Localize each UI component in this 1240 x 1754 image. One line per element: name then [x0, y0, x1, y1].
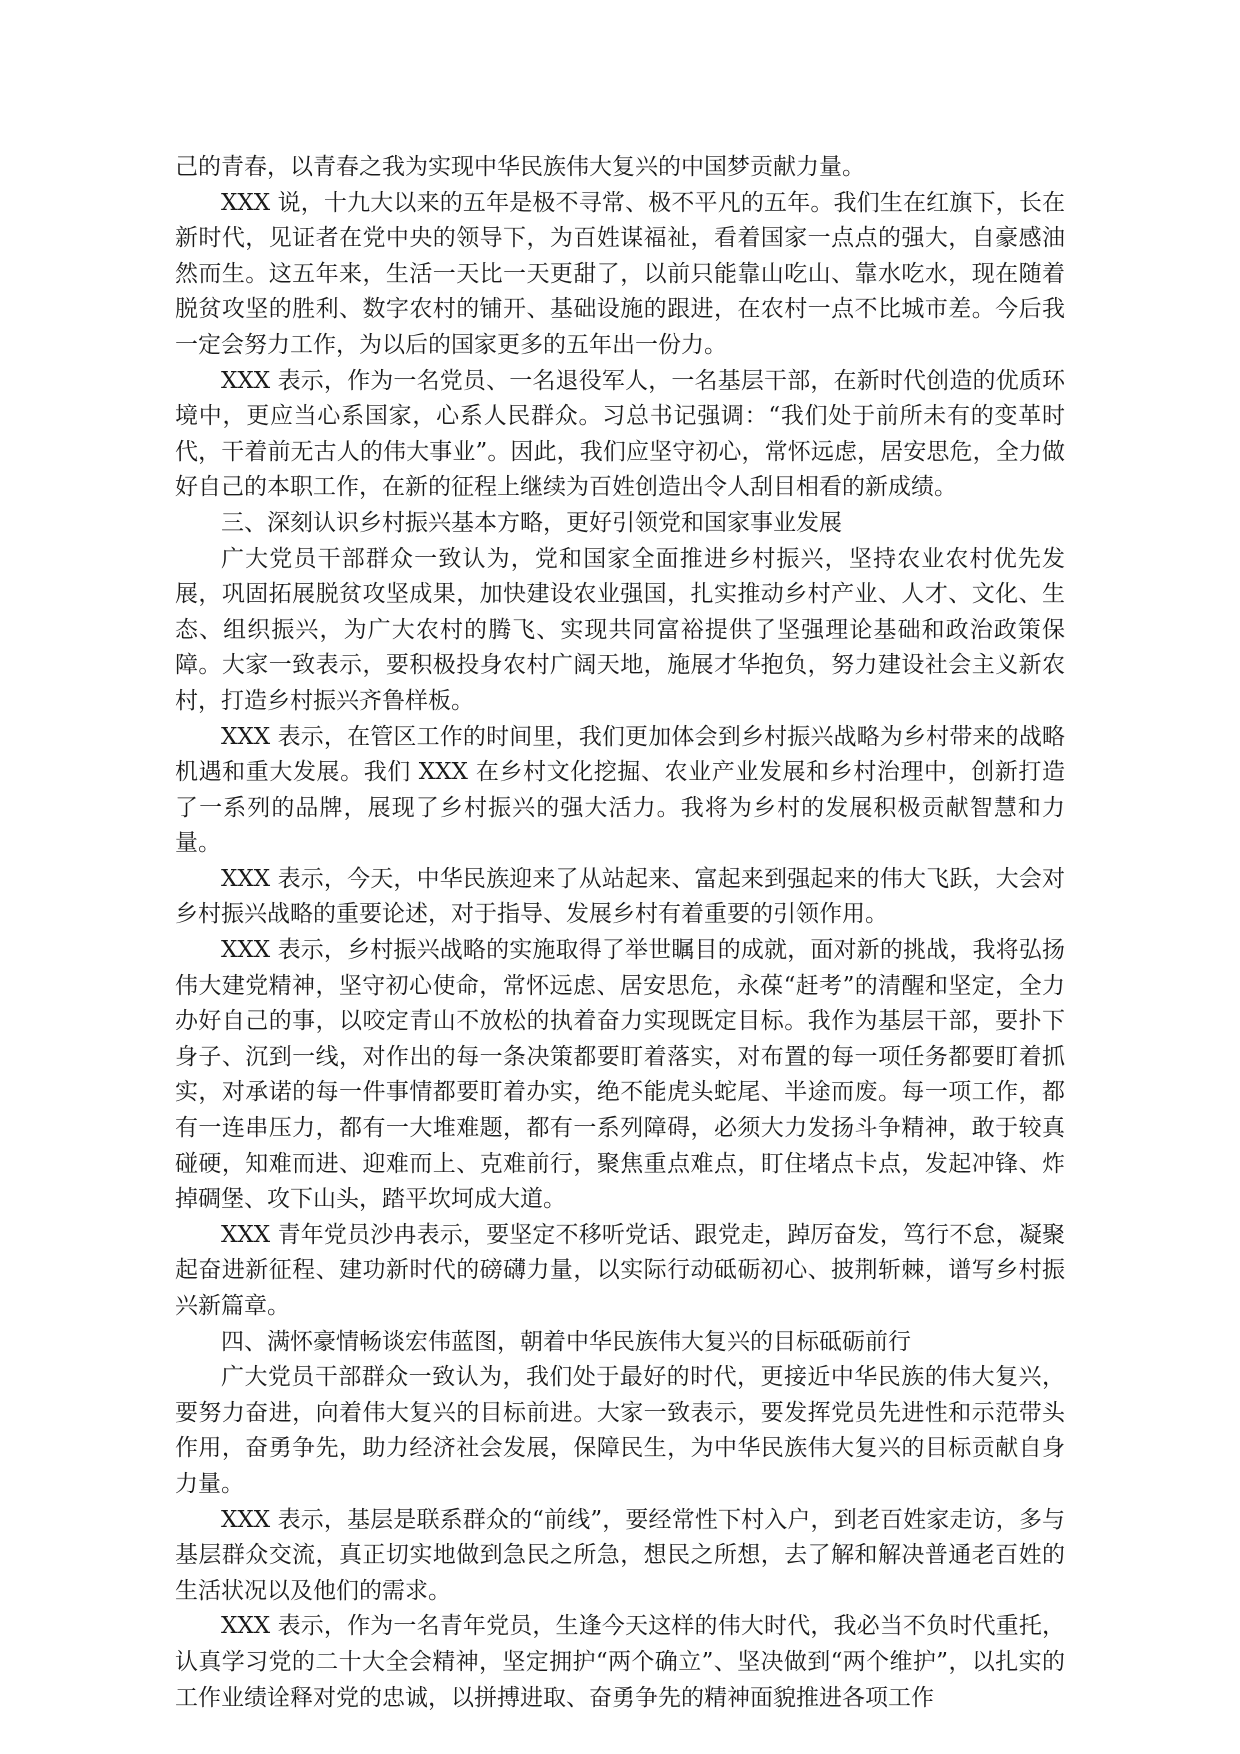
section-heading-3: 三、深刻认识乡村振兴基本方略，更好引领党和国家事业发展 — [221, 509, 842, 536]
paragraph: XXX 表示，基层是联系群众的“前线”，要经常性下村入户，到老百姓家走访，多与基层群众交流，真正切实地做到急民之所急，想民之所想，去了解和解决普通老百姓的生活状况以及他们的需求。 — [175, 1506, 1065, 1604]
section-heading-4: 四、满怀豪情畅谈宏伟蓝图，朝着中华民族伟大复兴的目标砥砺前行 — [221, 1328, 911, 1355]
paragraph: XXX 表示，今天，中华民族迎来了从站起来、富起来到强起来的伟大飞跃，大会对乡村振兴战略的重要论述，对于指导、发展乡村有着重要的引领作用。 — [175, 865, 1065, 928]
paragraph-continuation: 己的青春，以青春之我为实现中华民族伟大复兴的中国梦贡献力量。 — [175, 154, 865, 180]
paragraph: XXX 青年党员沙冉表示，要坚定不移听党话、跟党走，踔厉奋发，笃行不怠，凝聚起奋进新征程、建功新时代的磅礴力量，以实际行动砥砺初心、披荆斩棘，谱写乡村振兴新篇章。 — [175, 1221, 1065, 1319]
paragraph: XXX 表示，在管区工作的时间里，我们更加体会到乡村振兴战略为乡村带来的战略机遇和重大发展。我们 XXX 在乡村文化挖掘、农业产业发展和乡村治理中，创新打造了一系列的品牌，展现了乡村振兴的强大活力。我将为乡村的发展积极贡献智慧和力量。 — [175, 723, 1065, 857]
document-body — [175, 150, 1065, 1716]
paragraph: XXX 表示，乡村振兴战略的实施取得了举世瞩目的成就，面对新的挑战，我将弘扬伟大建党精神，坚守初心使命，常怀远虑、居安思危，永葆“赶考”的清醒和坚定，全力办好自己的事，以咬定青山不放松的执着奋力实现既定目标。我作为基层干部，要扑下身子、沉到一线，对作出的每一条决策都要盯着落实，对布置的每一项任务都要盯着抓实，对承诺的每一件事情都要盯着办实，绝不能虎头蛇尾、半途而废。每一项工作，都有一连串压力，都有一大堆难题，都有一系列障碍，必须大力发扬斗争精神，敢于较真碰硬，知难而进、迎难而上、克难前行，聚焦重点难点，盯住堵点卡点，发起冲锋、炸掉碉堡、攻下山头，踏平坎坷成大道。 — [175, 937, 1065, 1213]
paragraph: XXX 表示，作为一名党员、一名退役军人，一名基层干部，在新时代创造的优质环境中，更应当心系国家，心系人民群众。习总书记强调：“我们处于前所未有的变革时代，干着前无古人的伟大事业”。因此，我们应坚守初心，常怀远虑，居安思危，全力做好自己的本职工作，在新的征程上继续为百姓创造出令人刮目相看的新成绩。 — [175, 367, 1065, 501]
paragraph: 广大党员干部群众一致认为，党和国家全面推进乡村振兴，坚持农业农村优先发展，巩固拓展脱贫攻坚成果，加快建设农业强国，扎实推动乡村产业、人才、文化、生态、组织振兴，为广大农村的腾飞、实现共同富裕提供了坚强理论基础和政治政策保障。大家一致表示，要积极投身农村广阔天地，施展才华抱负，努力建设社会主义新农村，打造乡村振兴齐鲁样板。 — [175, 545, 1065, 714]
paragraph: XXX 表示，作为一名青年党员，生逢今天这样的伟大时代，我必当不负时代重托，认真学习党的二十大全会精神，坚定拥护“两个确立”、坚决做到“两个维护”，以扎实的工作业绩诠释对党的忠诚，以拼搏进取、奋勇争先的精神面貌推进各项工作 — [175, 1613, 1065, 1711]
paragraph: XXX 说，十九大以来的五年是极不寻常、极不平凡的五年。我们生在红旗下，长在新时代，见证者在党中央的领导下，为百姓谋福祉，看着国家一点点的强大，自豪感油然而生。这五年来，生活一天比一天更甜了，以前只能靠山吃山、靠水吃水，现在随着脱贫攻坚的胜利、数字农村的铺开、基础设施的跟进，在农村一点不比城市差。今后我一定会努力工作，为以后的国家更多的五年出一份力。 — [175, 189, 1065, 358]
paragraph: 广大党员干部群众一致认为，我们处于最好的时代，更接近中华民族的伟大复兴，要努力奋进，向着伟大复兴的目标前进。大家一致表示，要发挥党员先进性和示范带头作用，奋勇争先，助力经济社会发展，保障民生，为中华民族伟大复兴的目标贡献自身力量。 — [175, 1364, 1065, 1497]
